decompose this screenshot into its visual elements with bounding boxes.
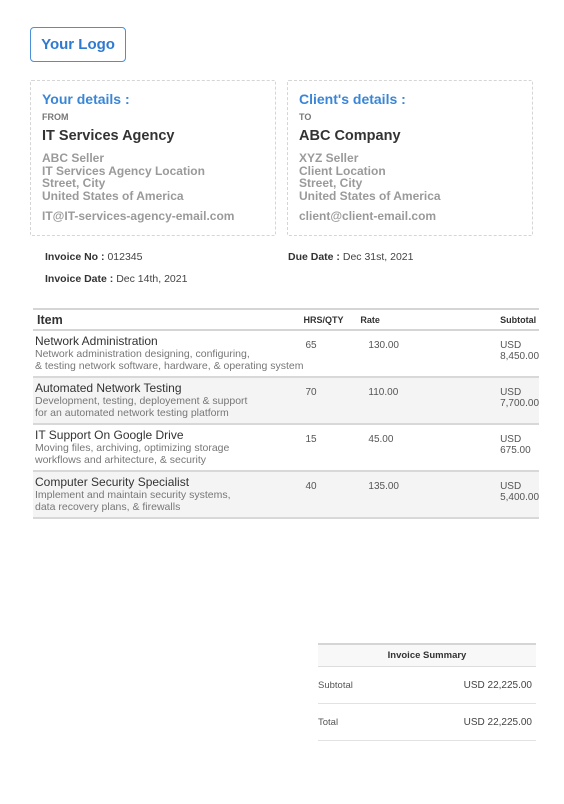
item-description — [35, 396, 303, 419]
item-description-line: & testing network software, hardware, & operating system — [35, 359, 304, 372]
table-row — [33, 471, 539, 518]
to-address-line: United States of America — [299, 188, 441, 203]
summary-total-row — [318, 704, 536, 741]
from-label: FROM — [42, 112, 69, 122]
item-description-line: for an automated network testing platform — [35, 406, 229, 419]
table-row — [33, 330, 539, 377]
due-date-value: Dec 31st, 2021 — [342, 251, 414, 263]
to-address-line: Client Location — [299, 163, 386, 178]
item-cell — [33, 377, 303, 424]
from-email: IT@IT-services-agency-email.com — [42, 209, 235, 223]
qty-cell: 65 — [305, 340, 317, 351]
item-name: IT Support On Google Drive — [35, 428, 184, 442]
header-item: Item — [37, 312, 63, 327]
to-address-line: XYZ Seller — [299, 151, 359, 165]
from-address-line: United States of America — [42, 188, 184, 203]
header-qty: HRS/QTY — [303, 314, 344, 325]
due-date — [288, 251, 414, 263]
logo: Your Logo — [30, 27, 126, 62]
invoice-number-value: 012345 — [107, 251, 143, 263]
invoice-summary-title: Invoice Summary — [318, 643, 536, 667]
subtotal-cell: USD 675.00 — [500, 434, 531, 456]
rate-cell: 45.00 — [368, 434, 394, 445]
item-description-line: data recovery plans, & firewalls — [35, 500, 181, 513]
item-description-line: Moving files, archiving, optimizing storage — [35, 442, 230, 454]
table-row — [33, 377, 539, 424]
item-description-line: workflows and arhitecture, & security — [35, 453, 206, 466]
invoice-date-value: Dec 14th, 2021 — [116, 273, 188, 285]
your-details-box — [30, 80, 276, 236]
header-rate: Rate — [360, 314, 380, 325]
invoice-date — [45, 273, 187, 285]
due-date-label: Due Date : — [288, 251, 340, 263]
invoice-date-label: Invoice Date : — [45, 273, 114, 285]
invoice-summary — [318, 643, 536, 741]
item-description — [35, 490, 303, 513]
from-address-line: ABC Seller — [42, 151, 105, 165]
rate-cell: 110.00 — [368, 387, 399, 398]
item-description — [35, 349, 303, 372]
qty-cell: 70 — [305, 387, 317, 398]
from-company-name: IT Services Agency — [42, 128, 175, 144]
invoice-number — [45, 251, 142, 263]
item-name: Computer Security Specialist — [35, 475, 190, 489]
client-details-heading: Client's details : — [299, 91, 406, 107]
subtotal-cell: USD 5,400.00 — [500, 481, 540, 503]
summary-subtotal-row — [318, 667, 536, 704]
to-company-name: ABC Company — [299, 128, 401, 144]
to-label: TO — [299, 112, 312, 122]
subtotal-cell: USD 7,700.00 — [500, 387, 540, 409]
subtotal-cell: USD 8,450.00 — [500, 340, 540, 362]
summary-total-label: Total — [318, 716, 339, 728]
summary-subtotal-label: Subtotal — [318, 679, 353, 691]
qty-cell: 40 — [305, 481, 317, 492]
from-address-line: IT Services Agency Location — [42, 163, 205, 178]
summary-total-value: USD 22,225.00 — [463, 716, 532, 728]
qty-cell: 15 — [305, 434, 317, 445]
item-description — [35, 443, 303, 466]
invoice-number-label: Invoice No : — [45, 251, 105, 263]
item-description-line: Implement and maintain security systems, — [35, 489, 231, 501]
item-name: Automated Network Testing — [35, 381, 182, 395]
your-details-heading: Your details : — [42, 91, 130, 107]
client-details-box — [287, 80, 533, 236]
table-header-row — [33, 309, 539, 330]
rate-cell: 135.00 — [368, 481, 399, 492]
item-cell — [33, 330, 303, 377]
summary-subtotal-value: USD 22,225.00 — [463, 679, 532, 691]
item-description-line: Network administration designing, configuring, — [35, 348, 250, 360]
item-cell — [33, 471, 303, 518]
from-address-line: Street, City — [42, 176, 106, 190]
to-email: client@client-email.com — [299, 209, 437, 223]
header-subtotal: Subtotal — [500, 314, 537, 325]
item-description-line: Development, testing, deployement & support — [35, 395, 248, 407]
from-address — [42, 152, 264, 202]
table-row — [33, 424, 539, 471]
item-name: Network Administration — [35, 334, 158, 348]
to-address-line: Street, City — [299, 176, 363, 190]
to-address — [299, 152, 521, 202]
rate-cell: 130.00 — [368, 340, 399, 351]
item-cell — [33, 424, 303, 471]
items-table — [33, 308, 539, 519]
